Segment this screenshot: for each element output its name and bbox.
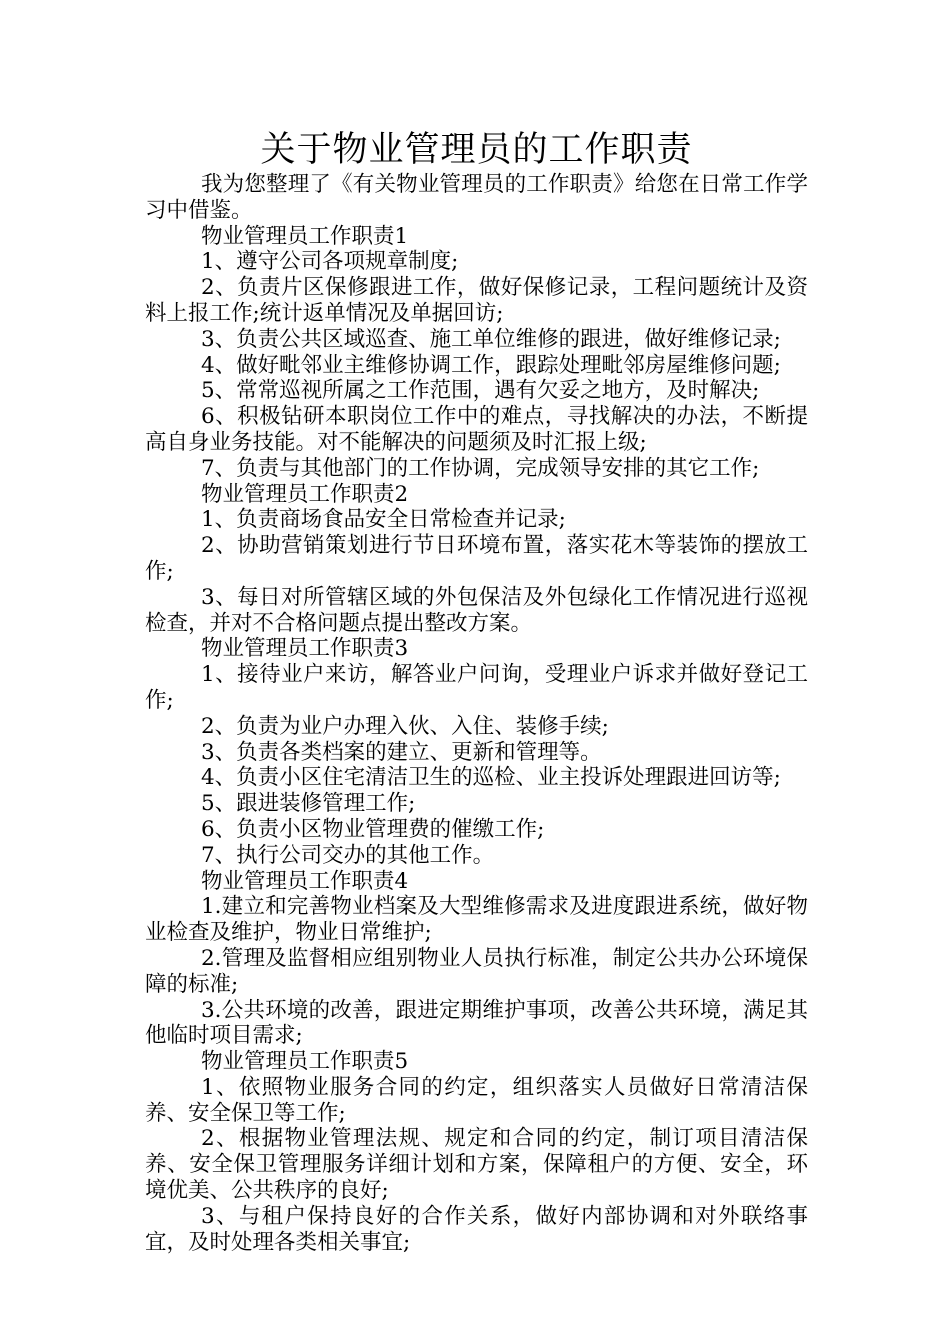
list-item: 2、根据物业管理法规、规定和合同的约定，制订项目清洁保养、安全保卫管理服务详细计划和方案，保障租户的方便、安全，环境优美、公共秩序的良好; xyxy=(145,1126,808,1204)
list-item: 1、接待业户来访，解答业户问询，受理业户诉求并做好登记工作; xyxy=(145,662,808,713)
list-item: 2、负责为业户办理入伙、入住、装修手续; xyxy=(201,713,609,739)
list-item: 4、负责小区住宅清洁卫生的巡检、业主投诉处理跟进回访等; xyxy=(201,765,781,791)
list-item: 1、遵守公司各项规章制度; xyxy=(201,249,459,275)
section-heading-1: 物业管理员工作职责1 xyxy=(201,223,409,249)
list-item: 4、做好毗邻业主维修协调工作，跟踪处理毗邻房屋维修问题; xyxy=(201,352,781,378)
list-item: 5、常常巡视所属之工作范围，遇有欠妥之地方，及时解决; xyxy=(201,378,760,404)
list-item: 1、依照物业服务合同的约定，组织落实人员做好日常清洁保养、安全保卫等工作; xyxy=(145,1074,808,1126)
list-item: 3、负责公共区域巡查、施工单位维修的跟进，做好维修记录; xyxy=(201,326,781,352)
list-item: 2.管理及监督相应组别物业人员执行标准，制定公共办公环境保障的标准; xyxy=(145,945,808,997)
document-body xyxy=(145,172,808,1255)
list-item: 3、负责各类档案的建立、更新和管理等。 xyxy=(201,739,602,765)
intro-paragraph: 我为您整理了《有关物业管理员的工作职责》给您在日常工作学习中借鉴。 xyxy=(145,172,808,223)
section-heading-2: 物业管理员工作职责2 xyxy=(201,481,409,507)
section-heading-4: 物业管理员工作职责4 xyxy=(201,868,409,894)
list-item: 1、负责商场食品安全日常检查并记录; xyxy=(201,507,566,533)
list-item: 1.建立和完善物业档案及大型维修需求及进度跟进系统，做好物业检查及维护，物业日常维护; xyxy=(145,894,808,946)
list-item: 3.公共环境的改善，跟进定期维护事项，改善公共环境，满足其他临时项目需求; xyxy=(145,997,808,1049)
list-item: 5、跟进装修管理工作; xyxy=(201,791,416,817)
list-item: 7、执行公司交办的其他工作。 xyxy=(201,842,495,868)
document-title: 关于物业管理员的工作职责 xyxy=(260,130,693,170)
section-heading-3: 物业管理员工作职责3 xyxy=(201,636,409,662)
list-item: 6、负责小区物业管理费的催缴工作; xyxy=(201,816,545,842)
list-item: 7、负责与其他部门的工作协调，完成领导安排的其它工作; xyxy=(201,455,760,481)
list-item: 2、负责片区保修跟进工作，做好保修记录，工程问题统计及资料上报工作;统计返单情况及单据回访; xyxy=(145,275,808,326)
list-item: 3、每日对所管辖区域的外包保洁及外包绿化工作情况进行巡视检查，并对不合格问题点提出整改方案。 xyxy=(145,584,808,636)
list-item: 2、协助营销策划进行节日环境布置，落实花木等装饰的摆放工作; xyxy=(145,533,808,584)
section-heading-5: 物业管理员工作职责5 xyxy=(201,1049,409,1075)
list-item: 6、积极钻研本职岗位工作中的难点，寻找解决的办法，不断提高自身业务技能。对不能解决的问题须及时汇报上级; xyxy=(145,404,808,455)
list-item: 3、与租户保持良好的合作关系，做好内部协调和对外联络事宜，及时处理各类相关事宜; xyxy=(145,1203,808,1255)
